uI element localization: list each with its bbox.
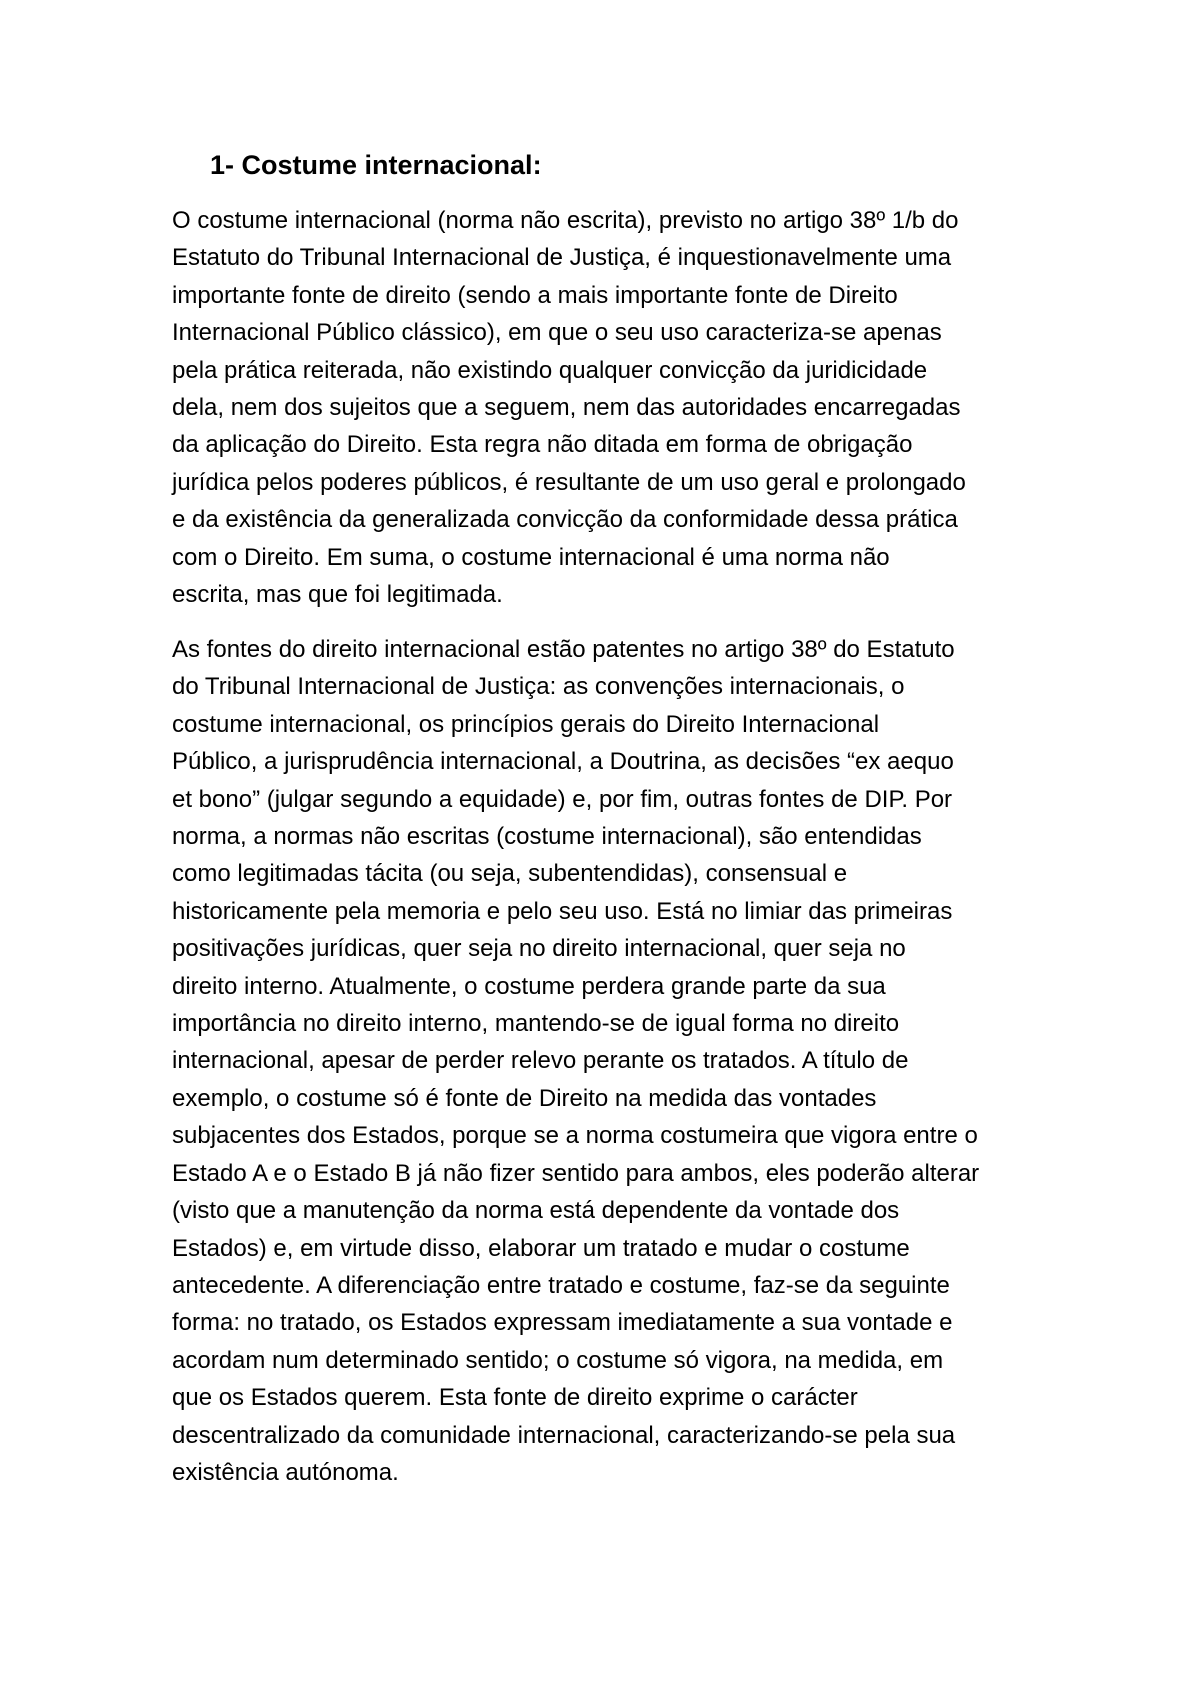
text-line: pela prática reiterada, não existindo qualquer convicção da juridicidade (172, 356, 928, 384)
text-line: Internacional Público clássico), em que o seu uso caracteriza-se apenas (172, 319, 942, 347)
text-line: existência autónoma. (172, 1458, 399, 1486)
text-line: antecedente. A diferenciação entre tratado e costume, faz-se da seguinte (172, 1271, 950, 1299)
text-line: Estado A e o Estado B já não fizer sentido para ambos, eles poderão alterar (172, 1159, 980, 1187)
text-line: da aplicação do Direito. Esta regra não ditada em forma de obrigação (172, 431, 913, 459)
text-line: costume internacional, os princípios gerais do Direito Internacional (172, 710, 880, 738)
text-line: importante fonte de direito (sendo a mais importante fonte de Direito (172, 281, 898, 309)
text-line: forma: no tratado, os Estados expressam imediatamente a sua vontade e (172, 1309, 953, 1337)
text-line: importância no direito interno, mantendo-se de igual forma no direito (172, 1010, 900, 1038)
text-line: Estatuto do Tribunal Internacional de Justiça, é inquestionavelmente uma (172, 244, 952, 272)
text-line: norma, a normas não escritas (costume internacional), são entendidas (172, 823, 922, 851)
text-line: subjacentes dos Estados, porque se a norma costumeira que vigora entre o (172, 1122, 978, 1150)
text-line: internacional, apesar de perder relevo perante os tratados. A título de (172, 1047, 909, 1075)
text-line: (visto que a manutenção da norma está dependente da vontade dos (172, 1197, 900, 1225)
text-line: acordam num determinado sentido; o costume só vigora, na medida, em (172, 1346, 944, 1374)
paragraph-customary-law (172, 202, 1022, 613)
text-line: que os Estados querem. Esta fonte de direito exprime o carácter (172, 1384, 858, 1412)
text-line: escrita, mas que foi legitimada. (172, 581, 503, 609)
text-line: do Tribunal Internacional de Justiça: as convenções internacionais, o (172, 673, 905, 701)
text-line: jurídica pelos poderes públicos, é resultante de um uso geral e prolongado (172, 468, 966, 496)
text-line: historicamente pela memoria e pelo seu uso. Está no limiar das primeiras (172, 897, 953, 925)
text-line: As fontes do direito internacional estão patentes no artigo 38º do Estatuto (172, 636, 955, 663)
text-line: Público, a jurisprudência internacional, a Doutrina, as decisões “ex aequo (172, 748, 954, 776)
text-line: direito interno. Atualmente, o costume perdera grande parte da sua (172, 972, 886, 1000)
text-line: exemplo, o costume só é fonte de Direito na medida das vontades (172, 1084, 877, 1112)
text-line: com o Direito. Em suma, o costume internacional é uma norma não (172, 543, 890, 571)
text-line: dela, nem dos sujeitos que a seguem, nem das autoridades encarregadas (172, 394, 961, 422)
text-line: positivações jurídicas, quer seja no direito internacional, quer seja no (172, 935, 906, 963)
text-line: O costume internacional (norma não escrita), previsto no artigo 38º 1/b do (172, 207, 959, 234)
section-heading: 1- Costume internacional: (210, 150, 542, 180)
text-line: como legitimadas tácita (ou seja, subentendidas), consensual e (172, 860, 848, 888)
text-line: descentralizado da comunidade internacional, caracterizando-se pela sua (172, 1421, 956, 1449)
text-line: Estados) e, em virtude disso, elaborar um tratado e mudar o costume (172, 1234, 910, 1262)
text-line: et bono” (julgar segundo a equidade) e, por fim, outras fontes de DIP. Por (172, 785, 953, 813)
paragraph-sources-of-law (172, 631, 1022, 1491)
text-line: e da existência da generalizada convicção da conformidade dessa prática (172, 506, 958, 534)
